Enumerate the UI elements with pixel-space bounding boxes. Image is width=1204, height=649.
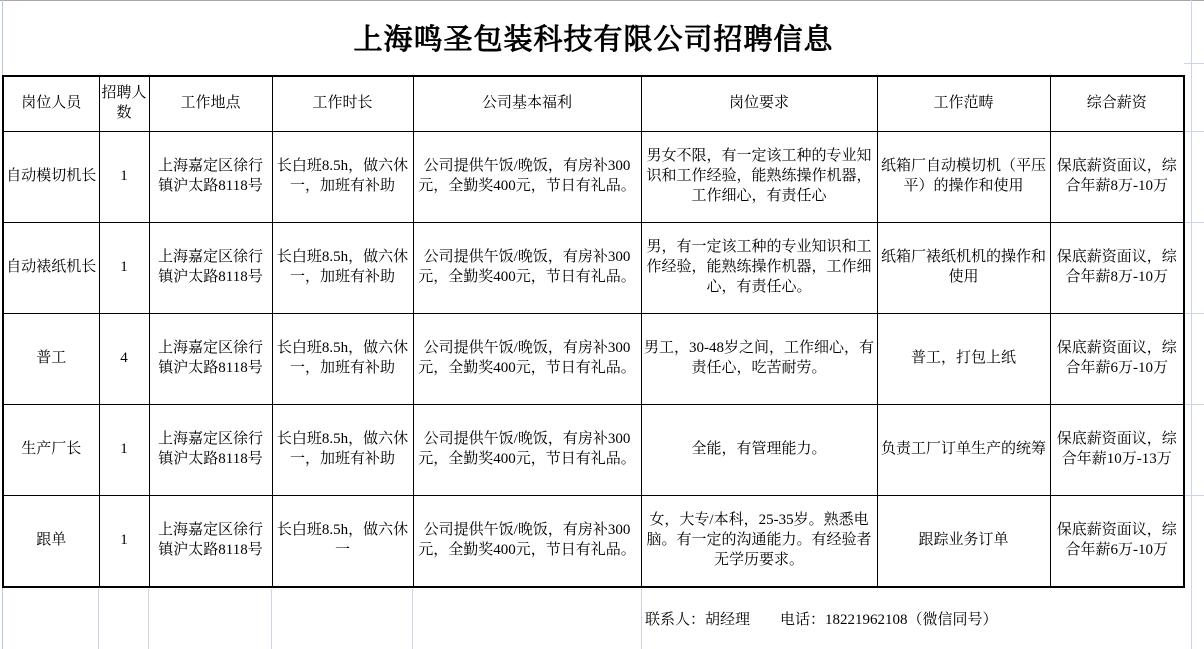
cell-position: 自动模切机长 [3, 132, 99, 223]
margin-gridline [1184, 313, 1204, 314]
contact-info: 联系人：胡经理 电话：18221962108（微信同号） [645, 612, 998, 628]
job-table [2, 75, 1185, 588]
cell-location: 上海嘉定区徐行镇沪太路8118号 [149, 314, 272, 405]
margin-gridline [1184, 63, 1204, 64]
cell-position: 自动裱纸机长 [3, 223, 99, 314]
margin-gridline [1184, 495, 1204, 496]
header-row [3, 76, 1184, 132]
table-row [3, 314, 1184, 405]
bottom-gridline [98, 589, 99, 649]
cell-hours: 长白班8.5h，做六休一，加班有补助 [272, 132, 413, 223]
cell-position: 跟单 [3, 496, 99, 588]
table-row [3, 405, 1184, 496]
cell-hours: 长白班8.5h，做六休一 [272, 496, 413, 588]
cell-scope: 负责工厂订单生产的统筹 [877, 405, 1050, 496]
cell-benefits: 公司提供午饭/晚饭，有房补300元，全勤奖400元，节日有礼品。 [413, 132, 641, 223]
bottom-gridline [271, 589, 272, 649]
cell-headcount: 4 [99, 314, 149, 405]
margin-gridline [1184, 404, 1204, 405]
bottom-gridline [641, 589, 642, 649]
right-margin-gridline [1191, 0, 1192, 649]
col-header-headcount: 招聘人数 [99, 76, 149, 132]
cell-requirements: 男，有一定该工种的专业知识和工作经验，能熟练操作机器，工作细心，有责任心。 [641, 223, 877, 314]
col-header-requirements: 岗位要求 [641, 76, 877, 132]
cell-salary: 保底薪资面议，综合年薪10万-13万 [1050, 405, 1184, 496]
cell-scope: 普工，打包上纸 [877, 314, 1050, 405]
cell-scope: 纸箱厂裱纸机机的操作和使用 [877, 223, 1050, 314]
cell-headcount: 1 [99, 223, 149, 314]
table-row [3, 223, 1184, 314]
cell-hours: 长白班8.5h，做六休一，加班有补助 [272, 223, 413, 314]
cell-position: 生产厂长 [3, 405, 99, 496]
cell-salary: 保底薪资面议，综合年薪6万-10万 [1050, 496, 1184, 588]
cell-requirements: 男女不限，有一定该工种的专业知识和工作经验，能熟练操作机器，工作细心，有责任心 [641, 132, 877, 223]
margin-gridline [1184, 222, 1204, 223]
col-header-salary: 综合薪资 [1050, 76, 1184, 132]
table-row [3, 132, 1184, 223]
cell-salary: 保底薪资面议，综合年薪8万-10万 [1050, 132, 1184, 223]
cell-requirements: 全能，有管理能力。 [641, 405, 877, 496]
cell-headcount: 1 [99, 405, 149, 496]
cell-hours: 长白班8.5h，做六休一，加班有补助 [272, 405, 413, 496]
cell-location: 上海嘉定区徐行镇沪太路8118号 [149, 496, 272, 588]
cell-requirements: 女，大专/本科，25-35岁。熟悉电脑。有一定的沟通能力。有经验者无学历要求。 [641, 496, 877, 588]
cell-requirements: 男工，30-48岁之间，工作细心，有责任心，吃苦耐劳。 [641, 314, 877, 405]
cell-headcount: 1 [99, 496, 149, 588]
cell-scope: 跟踪业务订单 [877, 496, 1050, 588]
cell-location: 上海嘉定区徐行镇沪太路8118号 [149, 223, 272, 314]
cell-hours: 长白班8.5h，做六休一，加班有补助 [272, 314, 413, 405]
cell-benefits: 公司提供午饭/晚饭，有房补300元，全勤奖400元，节日有礼品。 [413, 405, 641, 496]
cell-location: 上海嘉定区徐行镇沪太路8118号 [149, 405, 272, 496]
cell-benefits: 公司提供午饭/晚饭，有房补300元，全勤奖400元，节日有礼品。 [413, 496, 641, 588]
cell-salary: 保底薪资面议，综合年薪8万-10万 [1050, 223, 1184, 314]
bottom-gridline [148, 589, 149, 649]
cell-scope: 纸箱厂自动模切机（平压平）的操作和使用 [877, 132, 1050, 223]
bottom-gridline [412, 589, 413, 649]
col-header-scope: 工作范畴 [877, 76, 1050, 132]
table-row [3, 496, 1184, 588]
cell-benefits: 公司提供午饭/晚饭，有房补300元，全勤奖400元，节日有礼品。 [413, 223, 641, 314]
cell-benefits: 公司提供午饭/晚饭，有房补300元，全勤奖400元，节日有礼品。 [413, 314, 641, 405]
page-title: 上海鸣圣包装科技有限公司招聘信息 [353, 23, 834, 56]
cell-headcount: 1 [99, 132, 149, 223]
col-header-hours: 工作时长 [272, 76, 413, 132]
cell-position: 普工 [3, 314, 99, 405]
col-header-location: 工作地点 [149, 76, 272, 132]
cell-location: 上海嘉定区徐行镇沪太路8118号 [149, 132, 272, 223]
margin-gridline [1184, 131, 1204, 132]
col-header-position: 岗位人员 [3, 76, 99, 132]
cell-salary: 保底薪资面议，综合年薪6万-10万 [1050, 314, 1184, 405]
col-header-benefits: 公司基本福利 [413, 76, 641, 132]
